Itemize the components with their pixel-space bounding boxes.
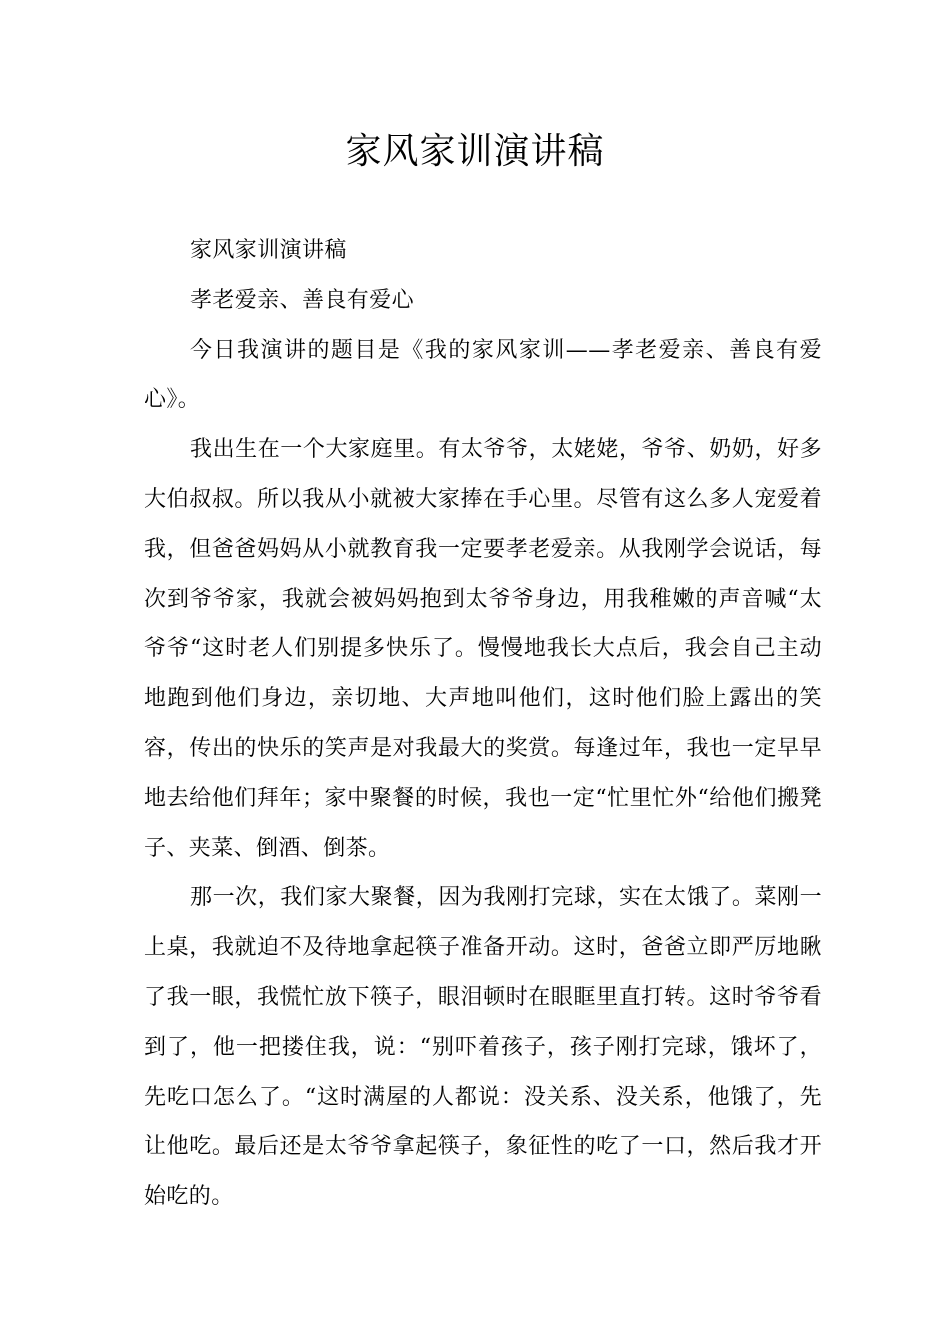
body-heading: 家风家训演讲稿 xyxy=(190,238,347,263)
document-title: 家风家训演讲稿 xyxy=(345,131,605,172)
body-paragraph: 那一次，我们家大聚餐，因为我刚打完球，实在太饿了。菜刚一上桌，我就迫不及待地拿起筷子准备开动。这时，爸爸立即严厉地瞅了我一眼，我慌忙放下筷子，眼泪顿时在眼眶里直打转。这时爷爷看到了，他一把搂住我，说：“别吓着孩子，孩子刚打完球，饿坏了，先吃口怎么了。“这时满屋的人都说：没关系、没关系，他饿了，先让他吃。最后还是太爷爷拿起筷子，象征性的吃了一口，然后我才开始吃的。 xyxy=(144,885,822,1210)
body-subtitle: 孝老爱亲、善良有爱心 xyxy=(190,287,415,313)
document-body xyxy=(144,226,822,1222)
body-paragraph: 今日我演讲的题目是《我的家风家训——孝老爱亲、善良有爱心》。 xyxy=(144,337,822,413)
body-paragraph: 我出生在一个大家庭里。有太爷爷，太姥姥，爷爷、奶奶，好多大伯叔叔。所以我从小就被大家捧在手心里。尽管有这么多人宠爱着我，但爸爸妈妈从小就教育我一定要孝老爱亲。从我刚学会说话，每次到爷爷家，我就会被妈妈抱到太爷爷身边，用我稚嫩的声音喊“太爷爷“这时老人们别提多快乐了。慢慢地我长大点后，我会自己主动地跑到他们身边，亲切地、大声地叫他们，这时他们脸上露出的笑容，传出的快乐的笑声是对我最大的奖赏。每逢过年，我也一定早早地去给他们拜年；家中聚餐的时候，我也一定“忙里忙外“给他们搬凳子、夹菜、倒酒、倒茶。 xyxy=(144,437,822,861)
